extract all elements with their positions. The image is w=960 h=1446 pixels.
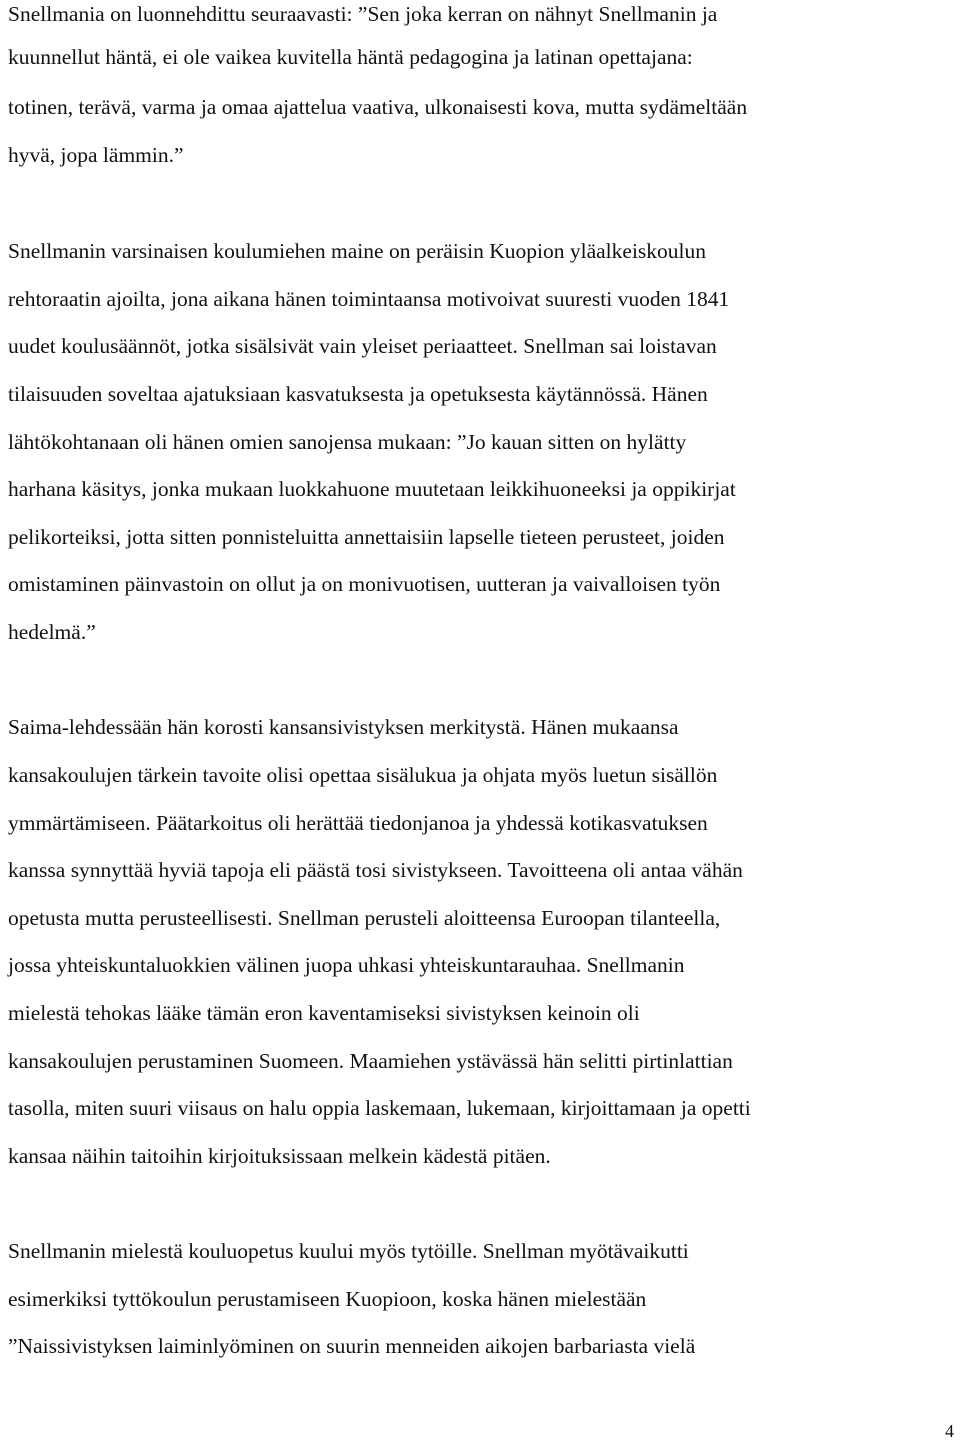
paragraph-3-line-10: kansaa näihin taitoihin kirjoituksissaan melkein kädestä pitäen. (8, 1144, 551, 1168)
paragraph-2-line-5: lähtökohtanaan oli hänen omien sanojensa mukaan: ”Jo kauan sitten on hylätty (8, 430, 687, 454)
paragraph-2-line-2: rehtoraatin ajoilta, jona aikana hänen toimintaansa motivoivat suuresti vuoden 1841 (8, 287, 730, 311)
paragraph-3-line-5: opetusta mutta perusteellisesti. Snellman perusteli aloitteensa Euroopan tilanteella, (8, 906, 721, 930)
paragraph-3-line-4: kanssa synnyttää hyviä tapoja eli päästä tosi sivistykseen. Tavoitteena oli antaa vähän (8, 858, 743, 882)
paragraph-3-line-8: kansakoulujen perustaminen Suomeen. Maamiehen ystävässä hän selitti pirtinlattian (8, 1049, 733, 1073)
paragraph-3-line-6: jossa yhteiskuntaluokkien välinen juopa uhkasi yhteiskuntarauhaa. Snellmanin (8, 953, 685, 977)
paragraph-4-line-3: ”Naissivistyksen laiminlyöminen on suurin menneiden aikojen barbariasta vielä (8, 1334, 696, 1358)
paragraph-1-line-1: Snellmania on luonnehdittu seuraavasti: ”Sen joka kerran on nähnyt Snellmanin ja (8, 2, 718, 26)
paragraph-2-line-4: tilaisuuden soveltaa ajatuksiaan kasvatuksesta ja opetuksesta käytännössä. Hänen (8, 382, 708, 406)
paragraph-3-line-3: ymmärtämiseen. Päätarkoitus oli herättää tiedonjanoa ja yhdessä kotikasvatuksen (8, 811, 708, 835)
paragraph-3-line-9: tasolla, miten suuri viisaus on halu oppia laskemaan, lukemaan, kirjoittamaan ja opetti (8, 1096, 751, 1120)
paragraph-2-line-8: omistaminen päinvastoin on ollut ja on monivuotisen, uutteran ja vaivalloisen työn (8, 572, 721, 596)
paragraph-3-line-7: mielestä tehokas lääke tämän eron kaventamiseksi sivistyksen keinoin oli (8, 1001, 640, 1025)
paragraph-1-line-4: hyvä, jopa lämmin.” (8, 143, 184, 167)
paragraph-2-line-7: pelikorteiksi, jotta sitten ponnisteluitta annettaisiin lapselle tieteen perusteet, joiden (8, 525, 725, 549)
paragraph-2-line-1: Snellmanin varsinaisen koulumiehen maine on peräisin Kuopion yläalkeiskoulun (8, 239, 707, 263)
paragraph-4-line-2: esimerkiksi tyttökoulun perustamiseen Kuopioon, koska hänen mielestään (8, 1287, 647, 1311)
paragraph-3-line-1: Saima-lehdessään hän korosti kansansivistyksen merkitystä. Hänen mukaansa (8, 715, 679, 739)
paragraph-1-line-2: kuunnellut häntä, ei ole vaikea kuvitella häntä pedagogina ja latinan opettajana: (8, 45, 693, 69)
paragraph-2-line-3: uudet koulusäännöt, jotka sisälsivät vain yleiset periaatteet. Snellman sai loistavan (8, 334, 717, 358)
paragraph-2-line-6: harhana käsitys, jonka mukaan luokkahuone muutetaan leikkihuoneeksi ja oppikirjat (8, 477, 736, 501)
paragraph-3-line-2: kansakoulujen tärkein tavoite olisi opettaa sisälukua ja ohjata myös luetun sisällön (8, 763, 718, 787)
paragraph-4-line-1: Snellmanin mielestä kouluopetus kuului myös tytöille. Snellman myötävaikutti (8, 1239, 689, 1263)
paragraph-2-line-9: hedelmä.” (8, 620, 96, 644)
paragraph-1-line-3: totinen, terävä, varma ja omaa ajattelua vaativa, ulkonaisesti kova, mutta sydämeltään (8, 95, 748, 119)
page-number: 4 (945, 1421, 954, 1441)
